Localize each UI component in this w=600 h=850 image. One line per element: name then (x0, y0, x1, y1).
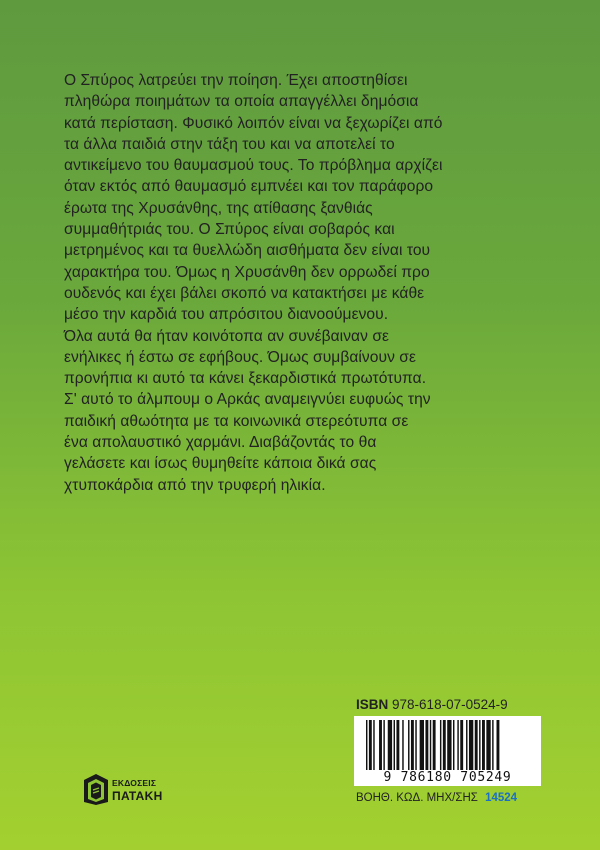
blurb-line: χτυποκάρδια από την τρυφερή ηλικία. (64, 476, 326, 494)
blurb-line: χαρακτήρα του. Όμως η Χρυσάνθη δεν ορρωδεί προ (64, 263, 430, 281)
product-code (356, 792, 517, 804)
barcode (354, 716, 541, 786)
blurb-line: γελάσετε και ίσως θυμηθείτε κάποια δικά σας (64, 455, 377, 473)
blurb-line: μέσο την καρδιά του απρόσιτου διανοούμενου. (64, 306, 389, 324)
blurb-line: ένα απολαυστικό χαρμάνι. Διαβάζοντάς το θα (64, 434, 377, 452)
barcode-bar (466, 720, 467, 772)
barcode-bar (475, 720, 478, 772)
barcode-bar (379, 720, 382, 772)
blurb-line: συμμαθήτριάς του. Ο Σπύρος είναι σοβαρός και (64, 221, 395, 239)
barcode-bar (408, 720, 409, 772)
publisher-name-line2: ΠΑΤΑΚΗ (112, 789, 163, 803)
barcode-bar (486, 720, 490, 772)
isbn-line (356, 697, 508, 712)
barcode-bar (453, 720, 454, 772)
barcode-bar (443, 720, 446, 772)
publisher-name-line1: ΕΚΔΟΣΕΙΣ (112, 778, 157, 788)
barcode-bar (394, 720, 395, 772)
barcode-bar (415, 720, 416, 772)
barcode-bar (433, 720, 436, 772)
blurb-line: μετρημένος και τα θυελλώδη αισθήματα δεν είναι του (64, 242, 431, 260)
barcode-bar (430, 720, 431, 772)
barcode-bar (440, 720, 441, 772)
back-cover-blurb (64, 70, 564, 496)
blurb-line: όταν εκτός από θαυμασμό εμπνέει και τον παράφορο (64, 178, 434, 196)
barcode-digits: 9 786180 705249 (356, 770, 539, 785)
publisher-logo (82, 772, 162, 812)
barcode-bars (354, 716, 541, 774)
isbn-label: ISBN (356, 697, 389, 712)
blurb-line: Ο Σπύρος λατρεύει την ποίηση. Έχει αποστηθίσει (64, 72, 408, 89)
barcode-bar (411, 720, 414, 772)
blurb-line: ενήλικες ή έστω σε εφήβους. Όμως συμβαίνουν σε (64, 348, 416, 366)
barcode-bar (460, 720, 463, 772)
blurb-line: Όλα αυτά θα ήταν κοινότοπα αν συνέβαιναν σε (64, 327, 390, 345)
barcode-bar (369, 720, 372, 772)
barcode-bar (492, 720, 493, 772)
product-code-label: ΒΟΗΘ. ΚΩΔ. ΜΗΧ/ΣΗΣ (356, 792, 478, 804)
barcode-bar (425, 720, 428, 772)
blurb-line: κατά περίσταση. Φυσικό λοιπόν είναι να ξεχωρίζει από (64, 114, 443, 132)
barcode-bar (447, 720, 451, 772)
barcode-bar (482, 720, 485, 772)
barcode-bar (457, 720, 458, 772)
blurb-line: Σ' αυτό το άλμπουμ ο Αρκάς αναμειγνύει ευφυώς την (64, 391, 431, 409)
barcode-bar (402, 720, 403, 772)
product-code-number: 14524 (485, 792, 518, 804)
barcode-bar (383, 720, 384, 772)
barcode-bar (396, 720, 399, 772)
blurb-line: παιδική αθωότητα με τα κοινωνικά στερεότυπα σε (64, 412, 409, 430)
barcode-bar (420, 720, 424, 772)
barcode-bar (366, 720, 367, 772)
publisher-logo-icon (82, 772, 110, 806)
blurb-line: πληθώρα ποιημάτων τα οποία απαγγέλλει δημόσια (64, 93, 419, 111)
barcode-bar (469, 720, 473, 772)
blurb-line: αντικείμενο του θαυμασμού τους. Το πρόβλημα αρχίζει (64, 157, 443, 175)
blurb-line: ουδενός και έχει βάλει σκοπό να κατακτήσει με κάθε (64, 284, 425, 302)
barcode-bar (373, 720, 374, 772)
barcode-bar (388, 720, 392, 772)
isbn-value: 978-618-07-0524-9 (392, 697, 508, 712)
blurb-line: τα άλλα παιδιά στην τάξη του και να αποτελεί το (64, 135, 395, 153)
blurb-line: προνήπια κι αυτό τα κάνει ξεκαρδιστικά πρωτότυπα. (64, 370, 427, 388)
barcode-bar (497, 720, 500, 772)
blurb-line: έρωτα της Χρυσάνθης, της ατίθασης ξανθιάς (64, 199, 373, 217)
barcode-bar (479, 720, 480, 772)
